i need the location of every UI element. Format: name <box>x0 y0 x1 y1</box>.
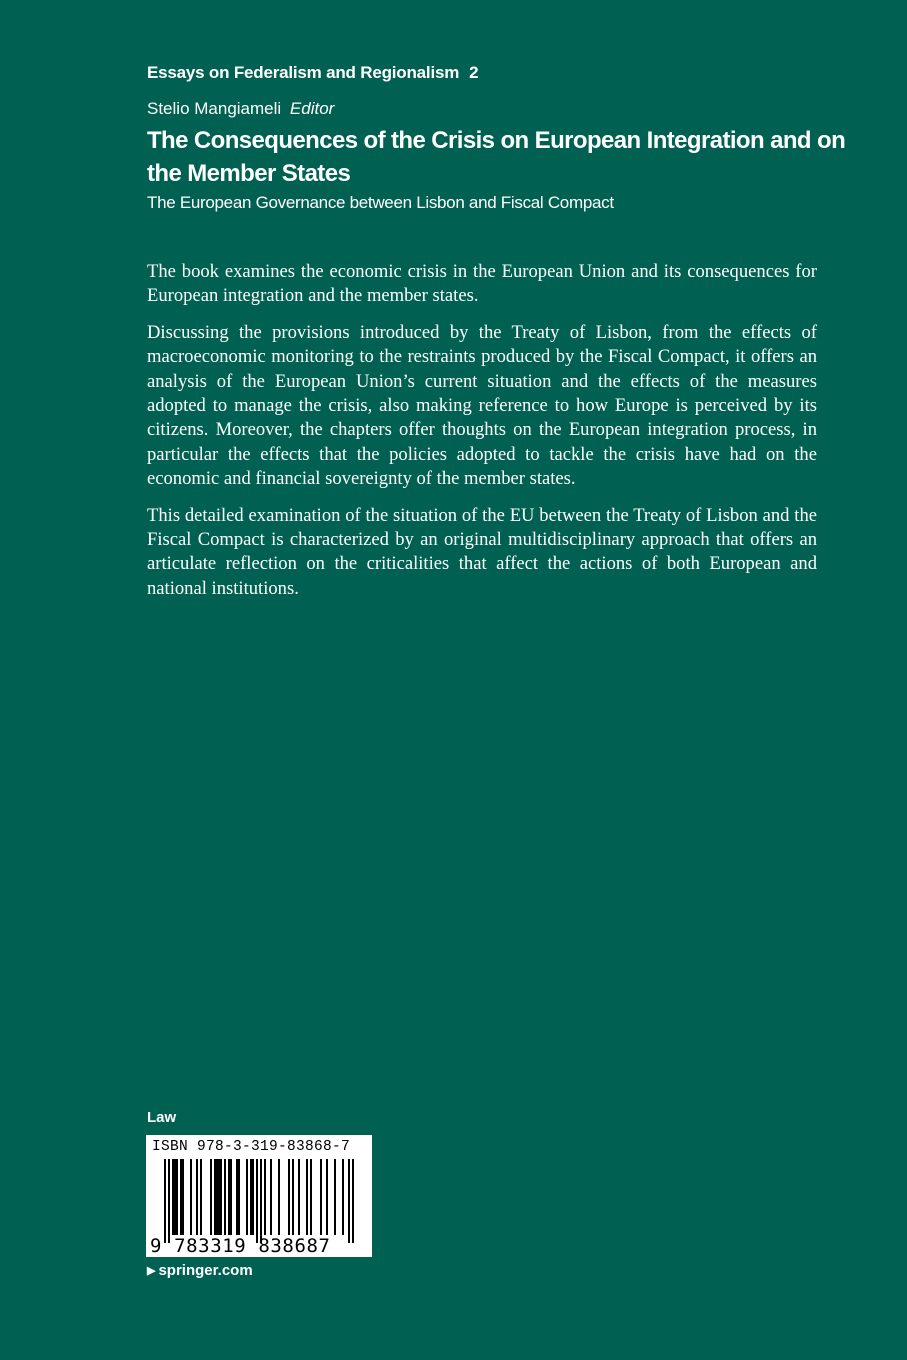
barcode-bar <box>238 1159 240 1235</box>
barcode-bar <box>320 1159 322 1235</box>
barcode-guard-bar <box>260 1159 262 1243</box>
barcode-bar <box>176 1159 178 1235</box>
barcode-bar <box>210 1159 212 1235</box>
barcode-bar <box>216 1159 218 1235</box>
blurb-paragraph: This detailed examination of the situation of the EU between the Treaty of Lisbon and the Fiscal Compact is characterized by an original multidisciplinary approach that offers an articulate reflection on the criticalities that affect the actions of both European and national institutions. <box>147 504 817 599</box>
barcode-bar <box>278 1159 280 1235</box>
barcode-bar <box>174 1159 176 1235</box>
series-line <box>147 63 478 83</box>
barcode-bar <box>196 1159 198 1235</box>
book-subtitle: The European Governance between Lisbon and Fiscal Compact <box>147 193 614 212</box>
barcode-guard-bar <box>256 1159 258 1243</box>
isbn-barcode <box>146 1135 372 1257</box>
book-title: The Consequences of the Crisis on European Integration and on the Member States <box>147 127 846 187</box>
barcode-bar <box>246 1159 248 1235</box>
barcode-bar <box>292 1159 294 1235</box>
barcode-bar <box>288 1159 290 1235</box>
series-number: 2 <box>469 63 479 82</box>
triangle-right-icon: ▶ <box>147 1265 156 1277</box>
barcode-bar <box>218 1159 220 1235</box>
barcode-bar <box>224 1159 226 1235</box>
barcode-bar <box>306 1159 308 1235</box>
barcode-bar <box>180 1159 182 1235</box>
editor-name: Stelio Mangiameli <box>147 99 282 118</box>
blurb-paragraph: Discussing the provisions introduced by the Treaty of Lisbon, from the effects of macroeconomic monitoring to the restraints produced by the Fiscal Compact, it offers an analysis of the European Union’s current situation and the effects of the measures adopted to manage the crisis, also making reference to how Europe is perceived by its citizens. Moreover, the chapters offer thoughts on the European integration process, in particular the effects that the policies adopted to tackle the crisis have had on the economic and financial sovereignty of the member states. <box>147 321 817 490</box>
barcode-bar <box>228 1159 230 1235</box>
ean-digits: 9 783319 838687 <box>150 1235 331 1257</box>
barcode-guard-bar <box>164 1159 166 1243</box>
barcode-bar <box>236 1159 238 1235</box>
barcode-bar <box>172 1159 174 1235</box>
editor-role: Editor <box>289 99 335 118</box>
barcode-bar <box>310 1159 312 1235</box>
barcode-bar <box>298 1159 300 1235</box>
barcode-bar <box>214 1159 216 1235</box>
subject-label: Law <box>147 1109 177 1126</box>
editor-line <box>147 99 334 119</box>
barcode-bar <box>252 1159 254 1235</box>
series-name: Essays on Federalism and Regionalism <box>147 63 460 82</box>
barcode-guard-bar <box>348 1159 350 1243</box>
barcode-bar <box>230 1159 232 1235</box>
barcode-bar <box>182 1159 184 1235</box>
barcode-bar <box>200 1159 202 1235</box>
publisher-url: springer.com <box>158 1262 253 1279</box>
barcode-bar <box>342 1159 344 1235</box>
barcode-bar <box>334 1159 336 1235</box>
isbn-label: ISBN 978-3-319-83868-7 <box>152 1139 351 1155</box>
barcode-guard-bar <box>168 1159 170 1243</box>
barcode-bar <box>326 1159 328 1235</box>
barcode-bar <box>220 1159 222 1235</box>
barcode-bar <box>264 1159 266 1235</box>
barcode-guard-bar <box>352 1159 354 1243</box>
publisher-link[interactable] <box>147 1262 253 1279</box>
barcode-bar <box>190 1159 192 1235</box>
blurb <box>147 260 817 613</box>
blurb-paragraph: The book examines the economic crisis in the European Union and its consequences for European integration and the member states. <box>147 261 817 307</box>
barcode-bar <box>250 1159 252 1235</box>
barcode-bar <box>270 1159 272 1235</box>
